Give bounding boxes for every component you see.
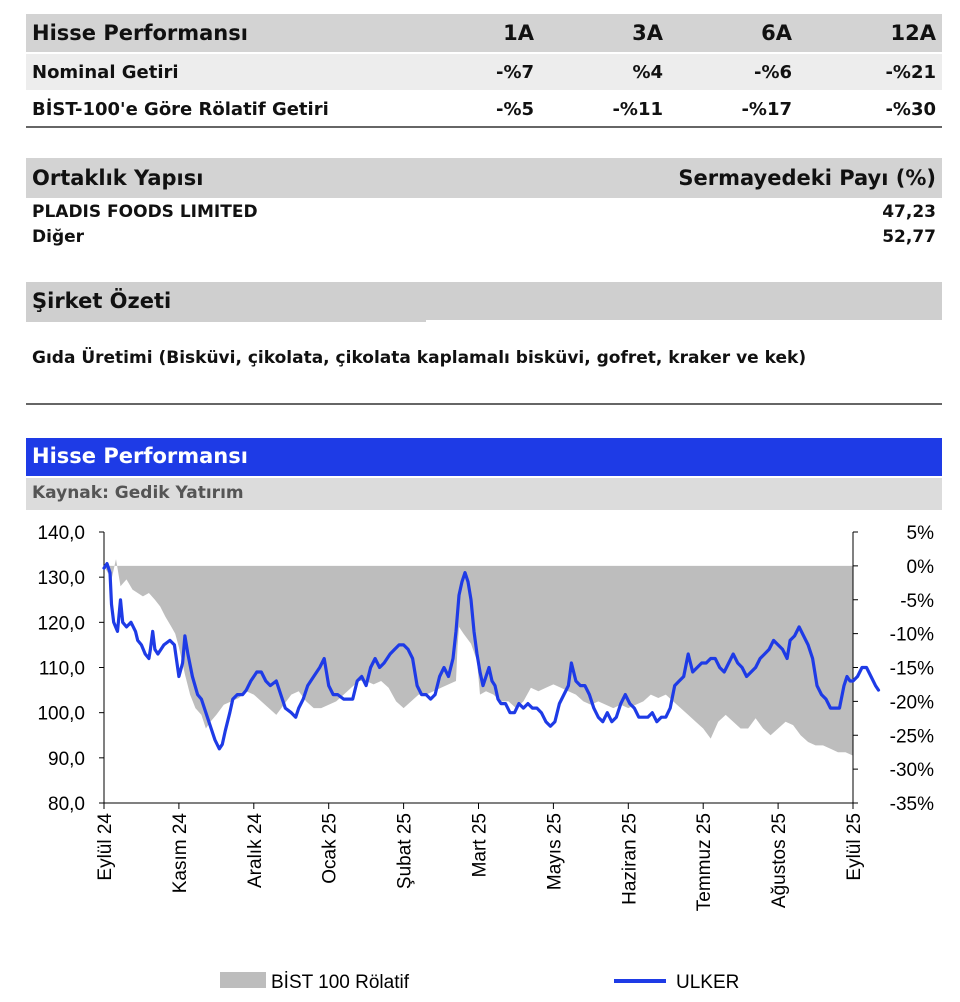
cell-value: %4 [632,61,663,83]
relative-area-series [104,559,853,756]
column-header-6a: 6A [761,21,792,45]
x-tick-label: Temmuz 25 [694,813,716,912]
left-tick-label: 90,0 [48,748,85,770]
column-header-3a: 3A [632,21,663,45]
row-label: Nominal Getiri [32,61,179,83]
x-tick-label: Aralık 24 [244,813,266,888]
cell-value: -%5 [495,98,534,120]
table-row [26,54,942,90]
ulker-line-layer [104,564,879,749]
cell-value: -%7 [495,61,534,83]
summary-header-notch [426,320,942,322]
right-tick-label: -25% [889,726,934,748]
column-header-1a: 1A [503,21,534,45]
right-tick-label: -15% [889,658,934,680]
table-row [26,92,942,126]
x-tick-label: Kasım 24 [169,813,191,894]
chart-section-header [26,438,942,476]
left-tick-label: 80,0 [48,794,85,815]
cell-value: -%6 [753,61,792,83]
ownership-title: Ortaklık Yapısı [32,166,204,190]
x-tick-label: Ocak 25 [319,813,341,884]
axes-layer [37,523,934,911]
chart-source: Kaynak: Gedik Yatırım [32,483,244,503]
summary-title: Şirket Özeti [32,289,172,313]
left-tick-label: 130,0 [37,568,85,590]
shareholder-share: 52,77 [882,227,936,247]
summary-text: Gıda Üretimi (Bisküvi, çikolata, çikolata kaplamalı bisküvi, gofret, kraker ve kek) [32,348,807,368]
performance-table-title: Hisse Performansı [32,21,248,45]
column-header-12a: 12A [890,21,936,45]
x-tick-label: Mart 25 [469,813,491,878]
right-tick-label: -35% [889,794,934,815]
right-tick-label: -20% [889,692,934,714]
cell-value: -%11 [612,98,663,120]
ownership-row [26,227,942,247]
legend [220,972,739,993]
left-tick-label: 110,0 [38,658,85,680]
cell-value: -%21 [885,61,936,83]
chart-source-bar [26,478,942,510]
x-tick-label: Eylül 25 [844,813,865,881]
ownership-value-header: Sermayedeki Payı (%) [678,166,936,190]
x-tick-label: Şubat 25 [394,813,416,890]
chart-section-title: Hisse Performansı [32,444,248,468]
cell-value: -%17 [741,98,792,120]
shareholder-name: Diğer [32,227,85,247]
row-label: BİST-100'e Göre Rölatif Getiri [32,98,329,120]
cell-value: -%30 [885,98,936,120]
performance-table-header [26,14,942,52]
relative-area-layer [104,559,853,756]
ownership-header [26,158,942,198]
legend-label-relative: BİST 100 Rölatif [271,972,410,993]
summary-header [26,282,942,322]
ulker-line-series [104,564,879,749]
x-tick-label: Eylül 24 [95,813,116,881]
divider [26,403,942,405]
x-tick-label: Ağustos 25 [769,813,791,909]
right-tick-label: -5% [900,590,934,612]
x-tick-label: Haziran 25 [619,813,641,905]
right-tick-label: 0% [906,556,934,578]
legend-label-ulker: ULKER [676,972,740,993]
divider [26,126,942,128]
legend-swatch-relative [220,972,266,988]
shareholder-share: 47,23 [882,202,936,222]
left-tick-label: 140,0 [37,523,85,544]
ownership-row [26,202,942,222]
right-tick-label: -30% [889,760,934,782]
left-tick-label: 100,0 [37,703,85,725]
shareholder-name: PLADIS FOODS LIMITED [32,202,258,222]
x-tick-label: Mayıs 25 [544,813,566,891]
right-tick-label: -10% [889,624,934,646]
right-tick-label: 5% [906,523,934,544]
left-tick-label: 120,0 [37,613,85,635]
